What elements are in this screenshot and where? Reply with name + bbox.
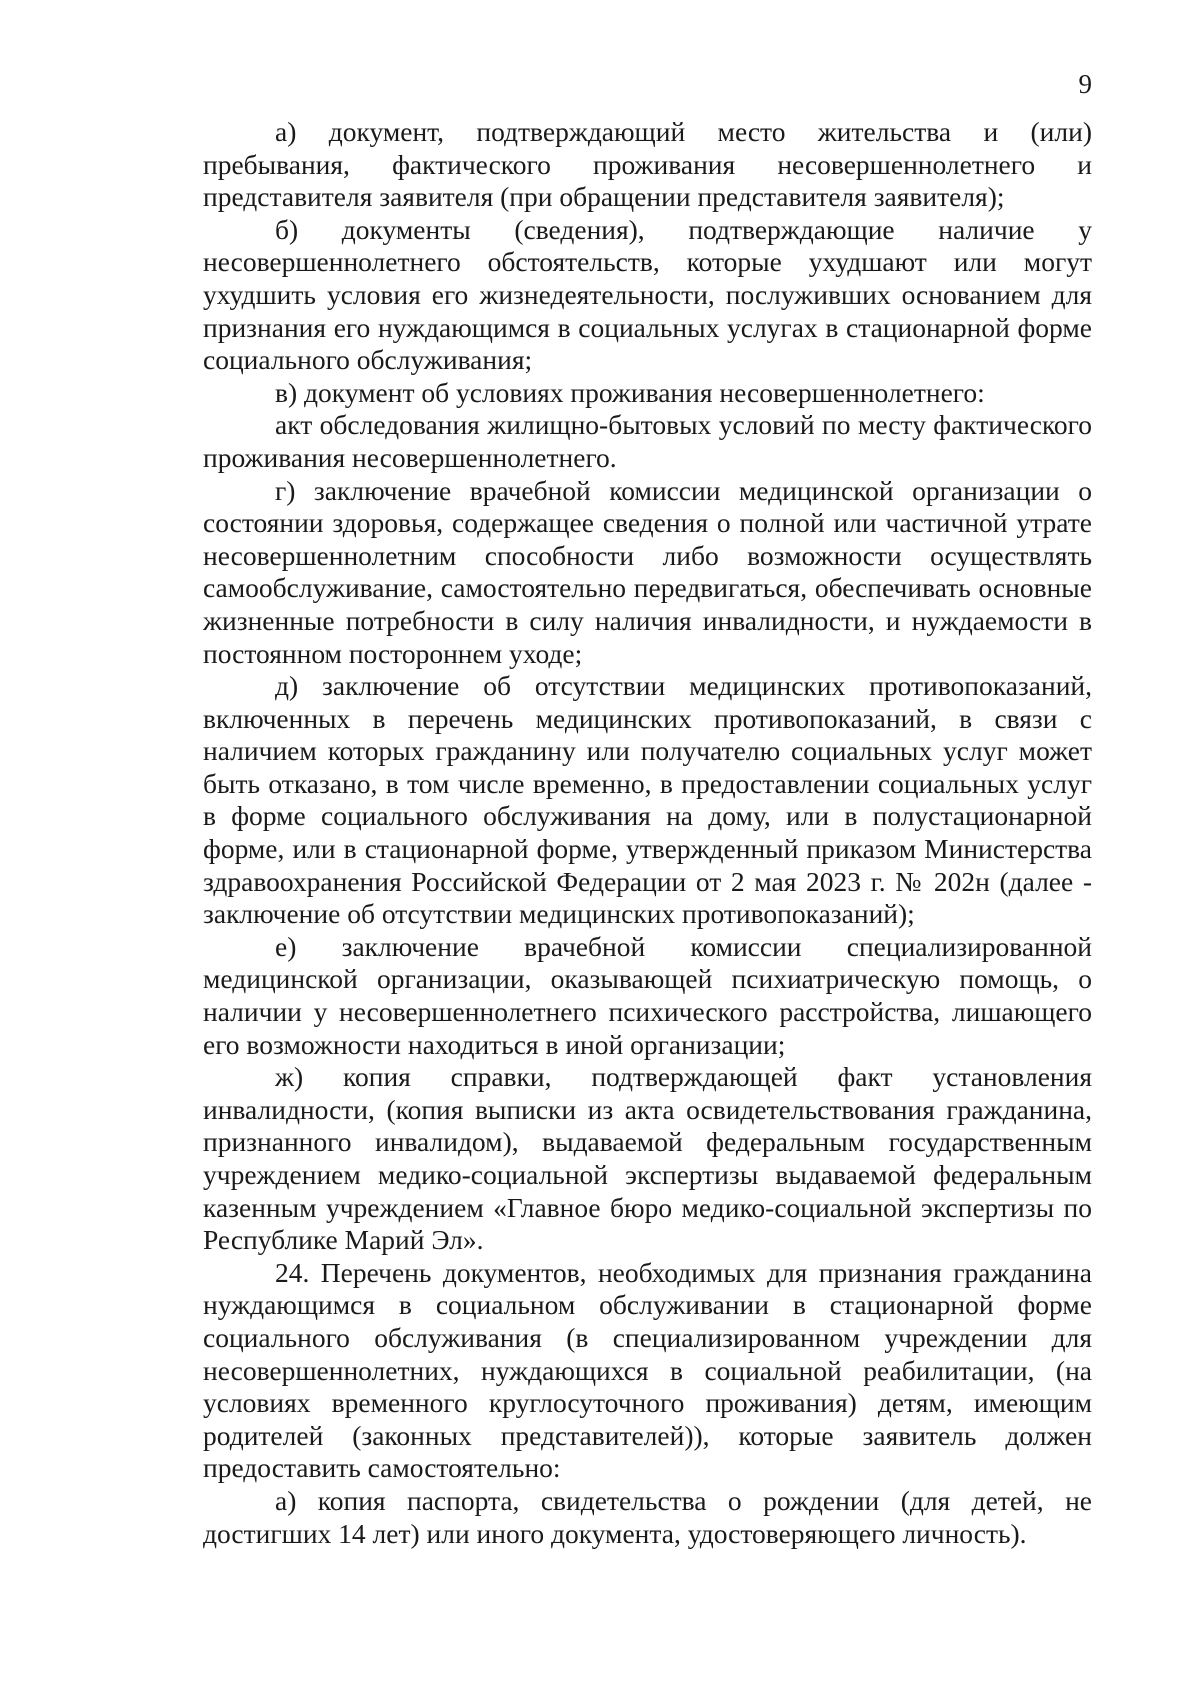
paragraph-item-a-passport: а) копия паспорта, свидетельства о рождении (для детей, не достигших 14 лет) или иного документа, удостоверяющего личность).	[203, 1484, 1092, 1549]
page-number: 9	[1078, 69, 1092, 99]
paragraph-item-v-living-conditions: в) документ об условиях проживания несовершеннолетнего:	[275, 376, 985, 408]
paragraph-item-g-medical-commission: г) заключение врачебной комиссии медицинской организации о состоянии здоровья, содержащее сведения о полной или частичной утрате несовершеннолетним способности либо возможности осуществлять самообслуживание, самостоятельно передвигаться, обеспечивать основные жизненные потребности в силу наличия инвалидности, и нуждаемости в постоянном постороннем уходе;	[203, 474, 1092, 669]
paragraph-item-d-contraindications: д) заключение об отсутствии медицинских противопоказаний, включенных в перечень медицинских противопоказаний, в связи с наличием которых гражданину или получателю социальных услуг может быть отказано, в том числе временно, в предоставлении социальных услуг в форме социального обслуживания на дому, или в полустационарной форме, или в стационарной форме, утвержденный приказом Министерства здравоохранения Российской Федерации от 2 мая 2023 г. № 202н (далее - заключение об отсутствии медицинских противопоказаний);	[203, 670, 1092, 930]
paragraph-item-e-psychiatric: е) заключение врачебной комиссии специализированной медицинской организации, оказывающей психиатрическую помощь, о наличии у несовершеннолетнего психического расстройства, лишающего его возможности находиться в иной организации;	[203, 930, 1092, 1060]
paragraph-section-24: 24. Перечень документов, необходимых для признания гражданина нуждающимся в социальном обслуживании в стационарной форме социального обслуживания (в специализированном учреждении для несовершеннолетних, нуждающихся в социальной реабилитации, (на условиях временного круглосуточного проживания) детям, имеющим родителей (законных представителей)), которые заявитель должен предоставить самостоятельно:	[203, 1256, 1092, 1484]
paragraph-item-zh-disability-certificate: ж) копия справки, подтверждающей факт установления инвалидности, (копия выписки из акта освидетельствования гражданина, признанного инвалидом), выдаваемой федеральным государственным учреждением медико-социальной экспертизы выдаваемой федеральным казенным учреждением «Главное бюро медико-социальной экспертизы по Республике Марий Эл».	[203, 1061, 1092, 1256]
paragraph-inspection-act: акт обследования жилищно-бытовых условий по месту фактического проживания несовершеннолетнего.	[203, 409, 1092, 473]
document-body	[203, 116, 1092, 1550]
paragraph-item-b-circumstances: б) документы (сведения), подтверждающие наличие у несовершеннолетнего обстоятельств, которые ухудшают или могут ухудшить условия его жизнедеятельности, послуживших основанием для признания его нуждающимся в социальных услугах в стационарной форме социального обслуживания;	[203, 213, 1092, 376]
paragraph-item-a-residence: а) документ, подтверждающий место жительства и (или) пребывания, фактического проживания несовершеннолетнего и представителя заявителя (при обращении представителя заявителя);	[203, 116, 1092, 213]
